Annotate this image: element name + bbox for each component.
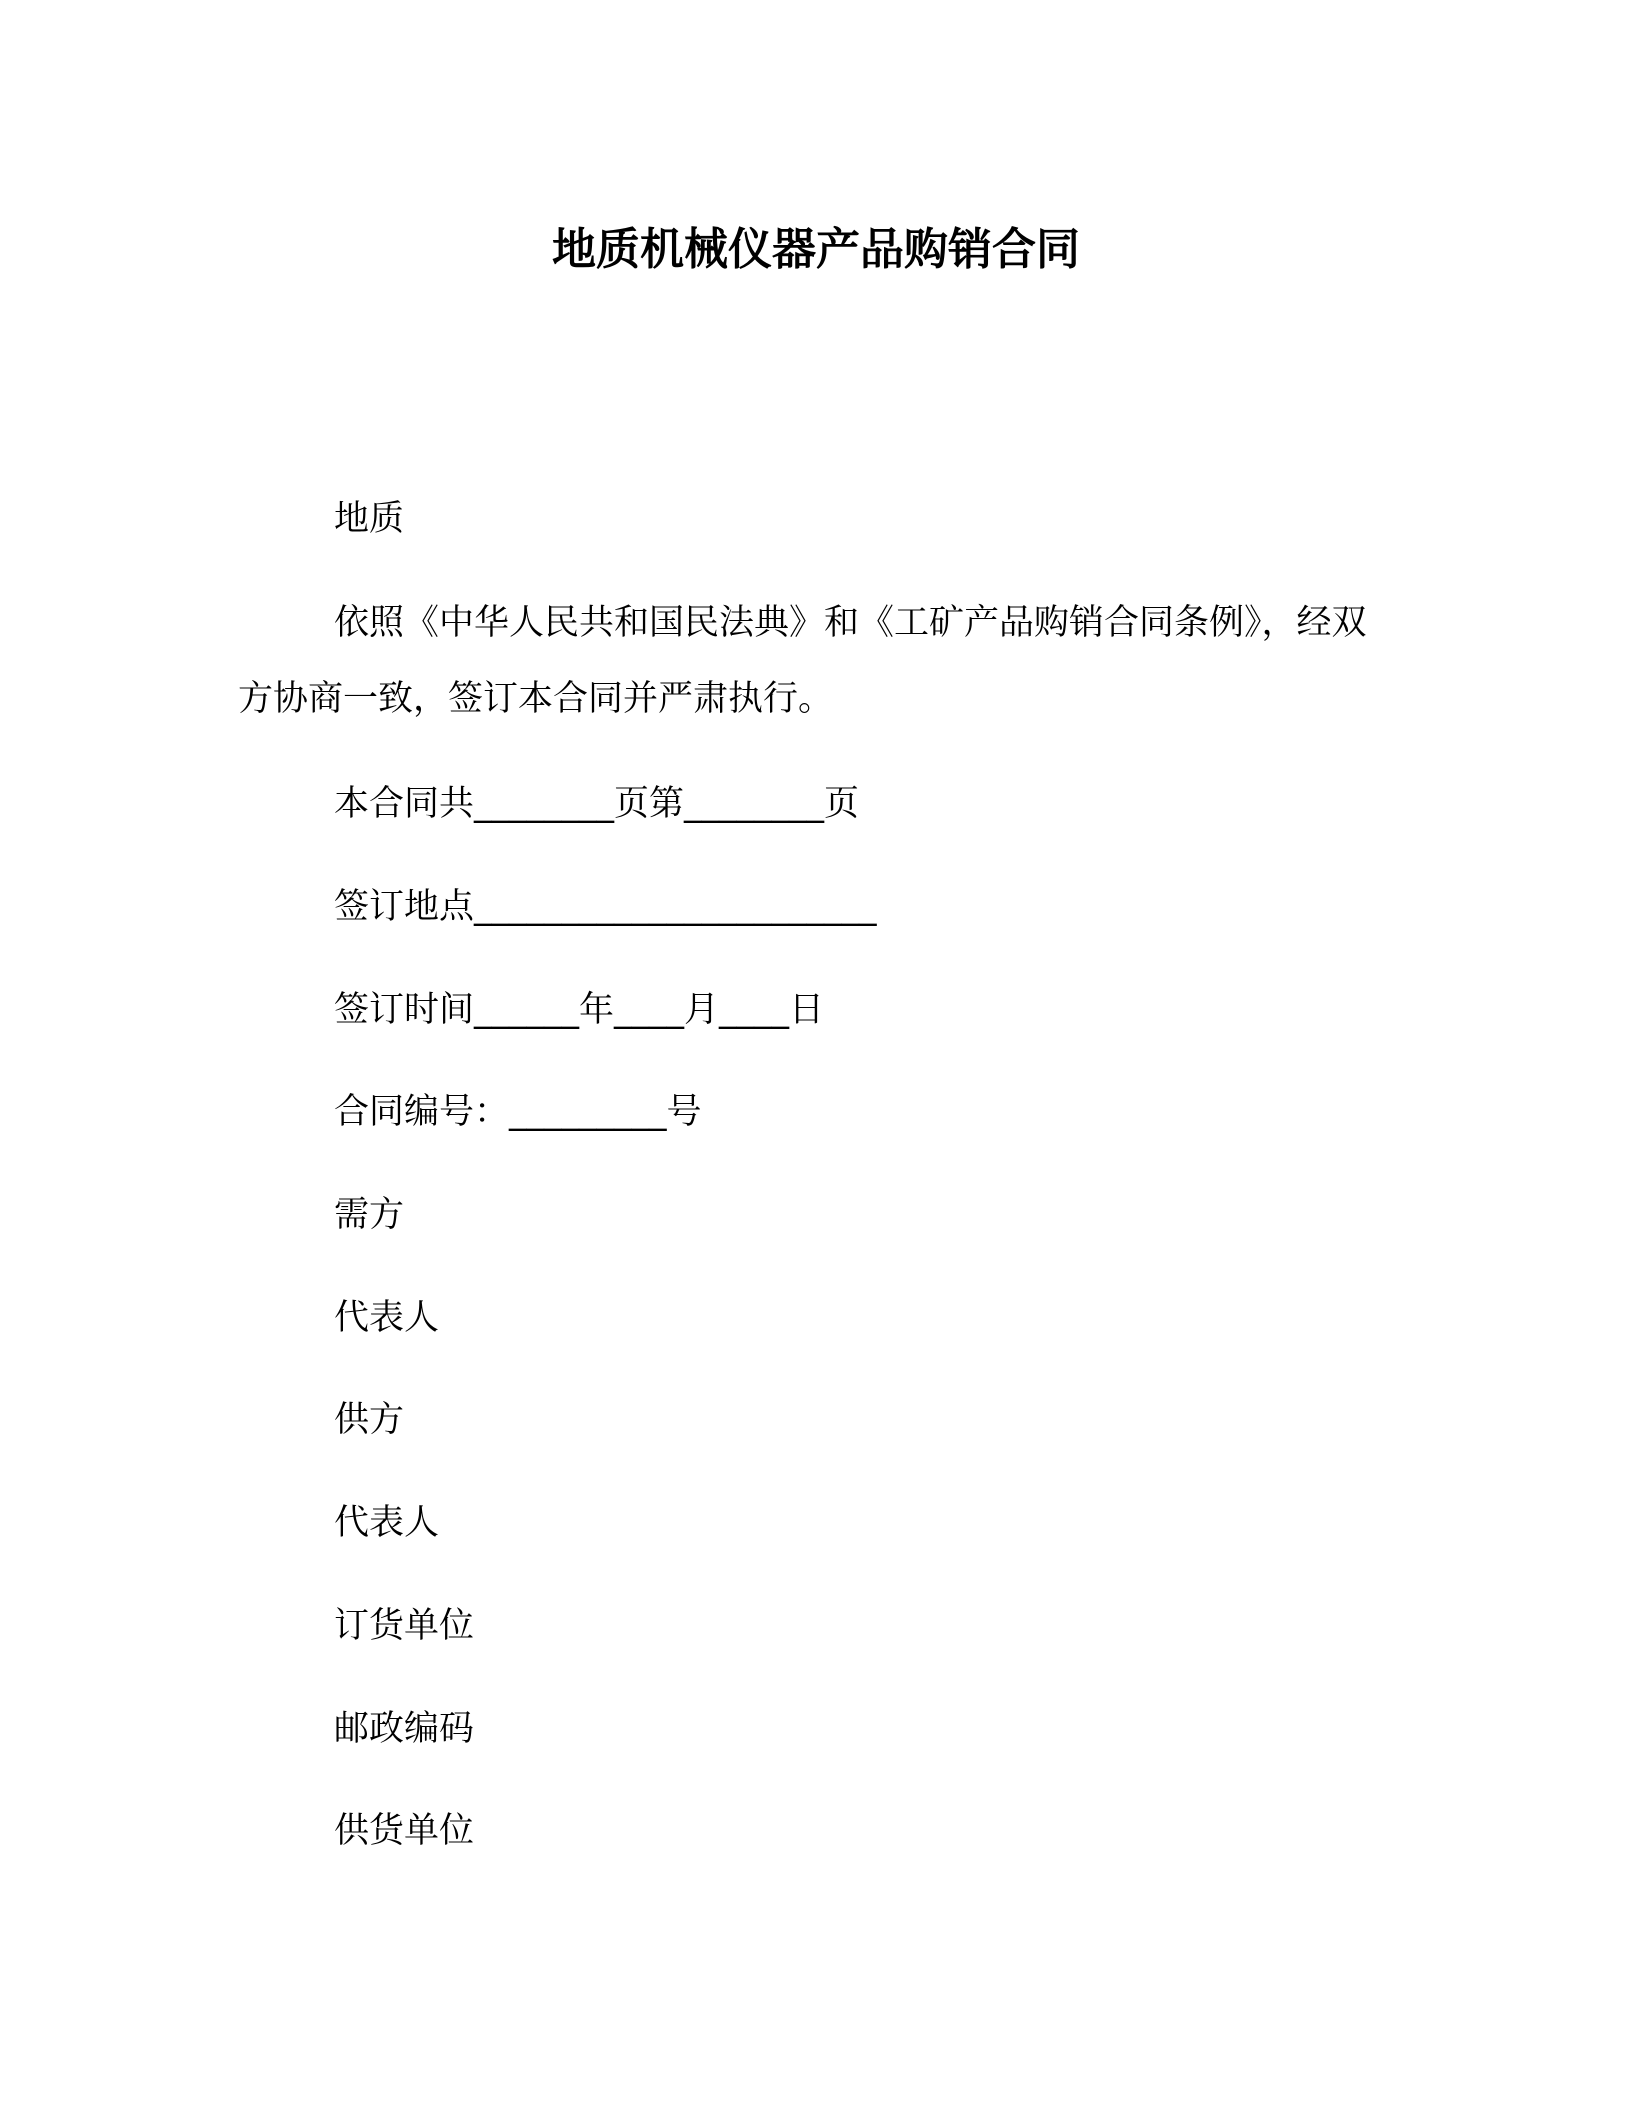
document-title: 地质机械仪器产品购销合同 xyxy=(552,224,1080,275)
buyer-representative-label: 代表人 xyxy=(334,1298,440,1338)
sign-place-line: 签订地点_______________________ xyxy=(334,887,877,927)
intro-word: 地质 xyxy=(334,499,405,539)
preamble-paragraph: 依照《中华人民共和国民法典》和《工矿产品购销合同条例》，经双方协商一致，签订本合同并严肃执行。 xyxy=(238,603,1367,719)
supply-unit-label: 供货单位 xyxy=(334,1811,475,1851)
postal-code-label: 邮政编码 xyxy=(334,1709,475,1749)
order-unit-label: 订货单位 xyxy=(334,1606,475,1646)
supplier-label: 供方 xyxy=(334,1400,405,1440)
supplier-representative-label: 代表人 xyxy=(334,1503,440,1543)
sign-time-line: 签订时间______年____月____日 xyxy=(334,990,825,1030)
contract-number-line: 合同编号：_________号 xyxy=(334,1092,702,1132)
buyer-label: 需方 xyxy=(334,1195,405,1235)
page-count-line: 本合同共________页第________页 xyxy=(334,784,860,824)
